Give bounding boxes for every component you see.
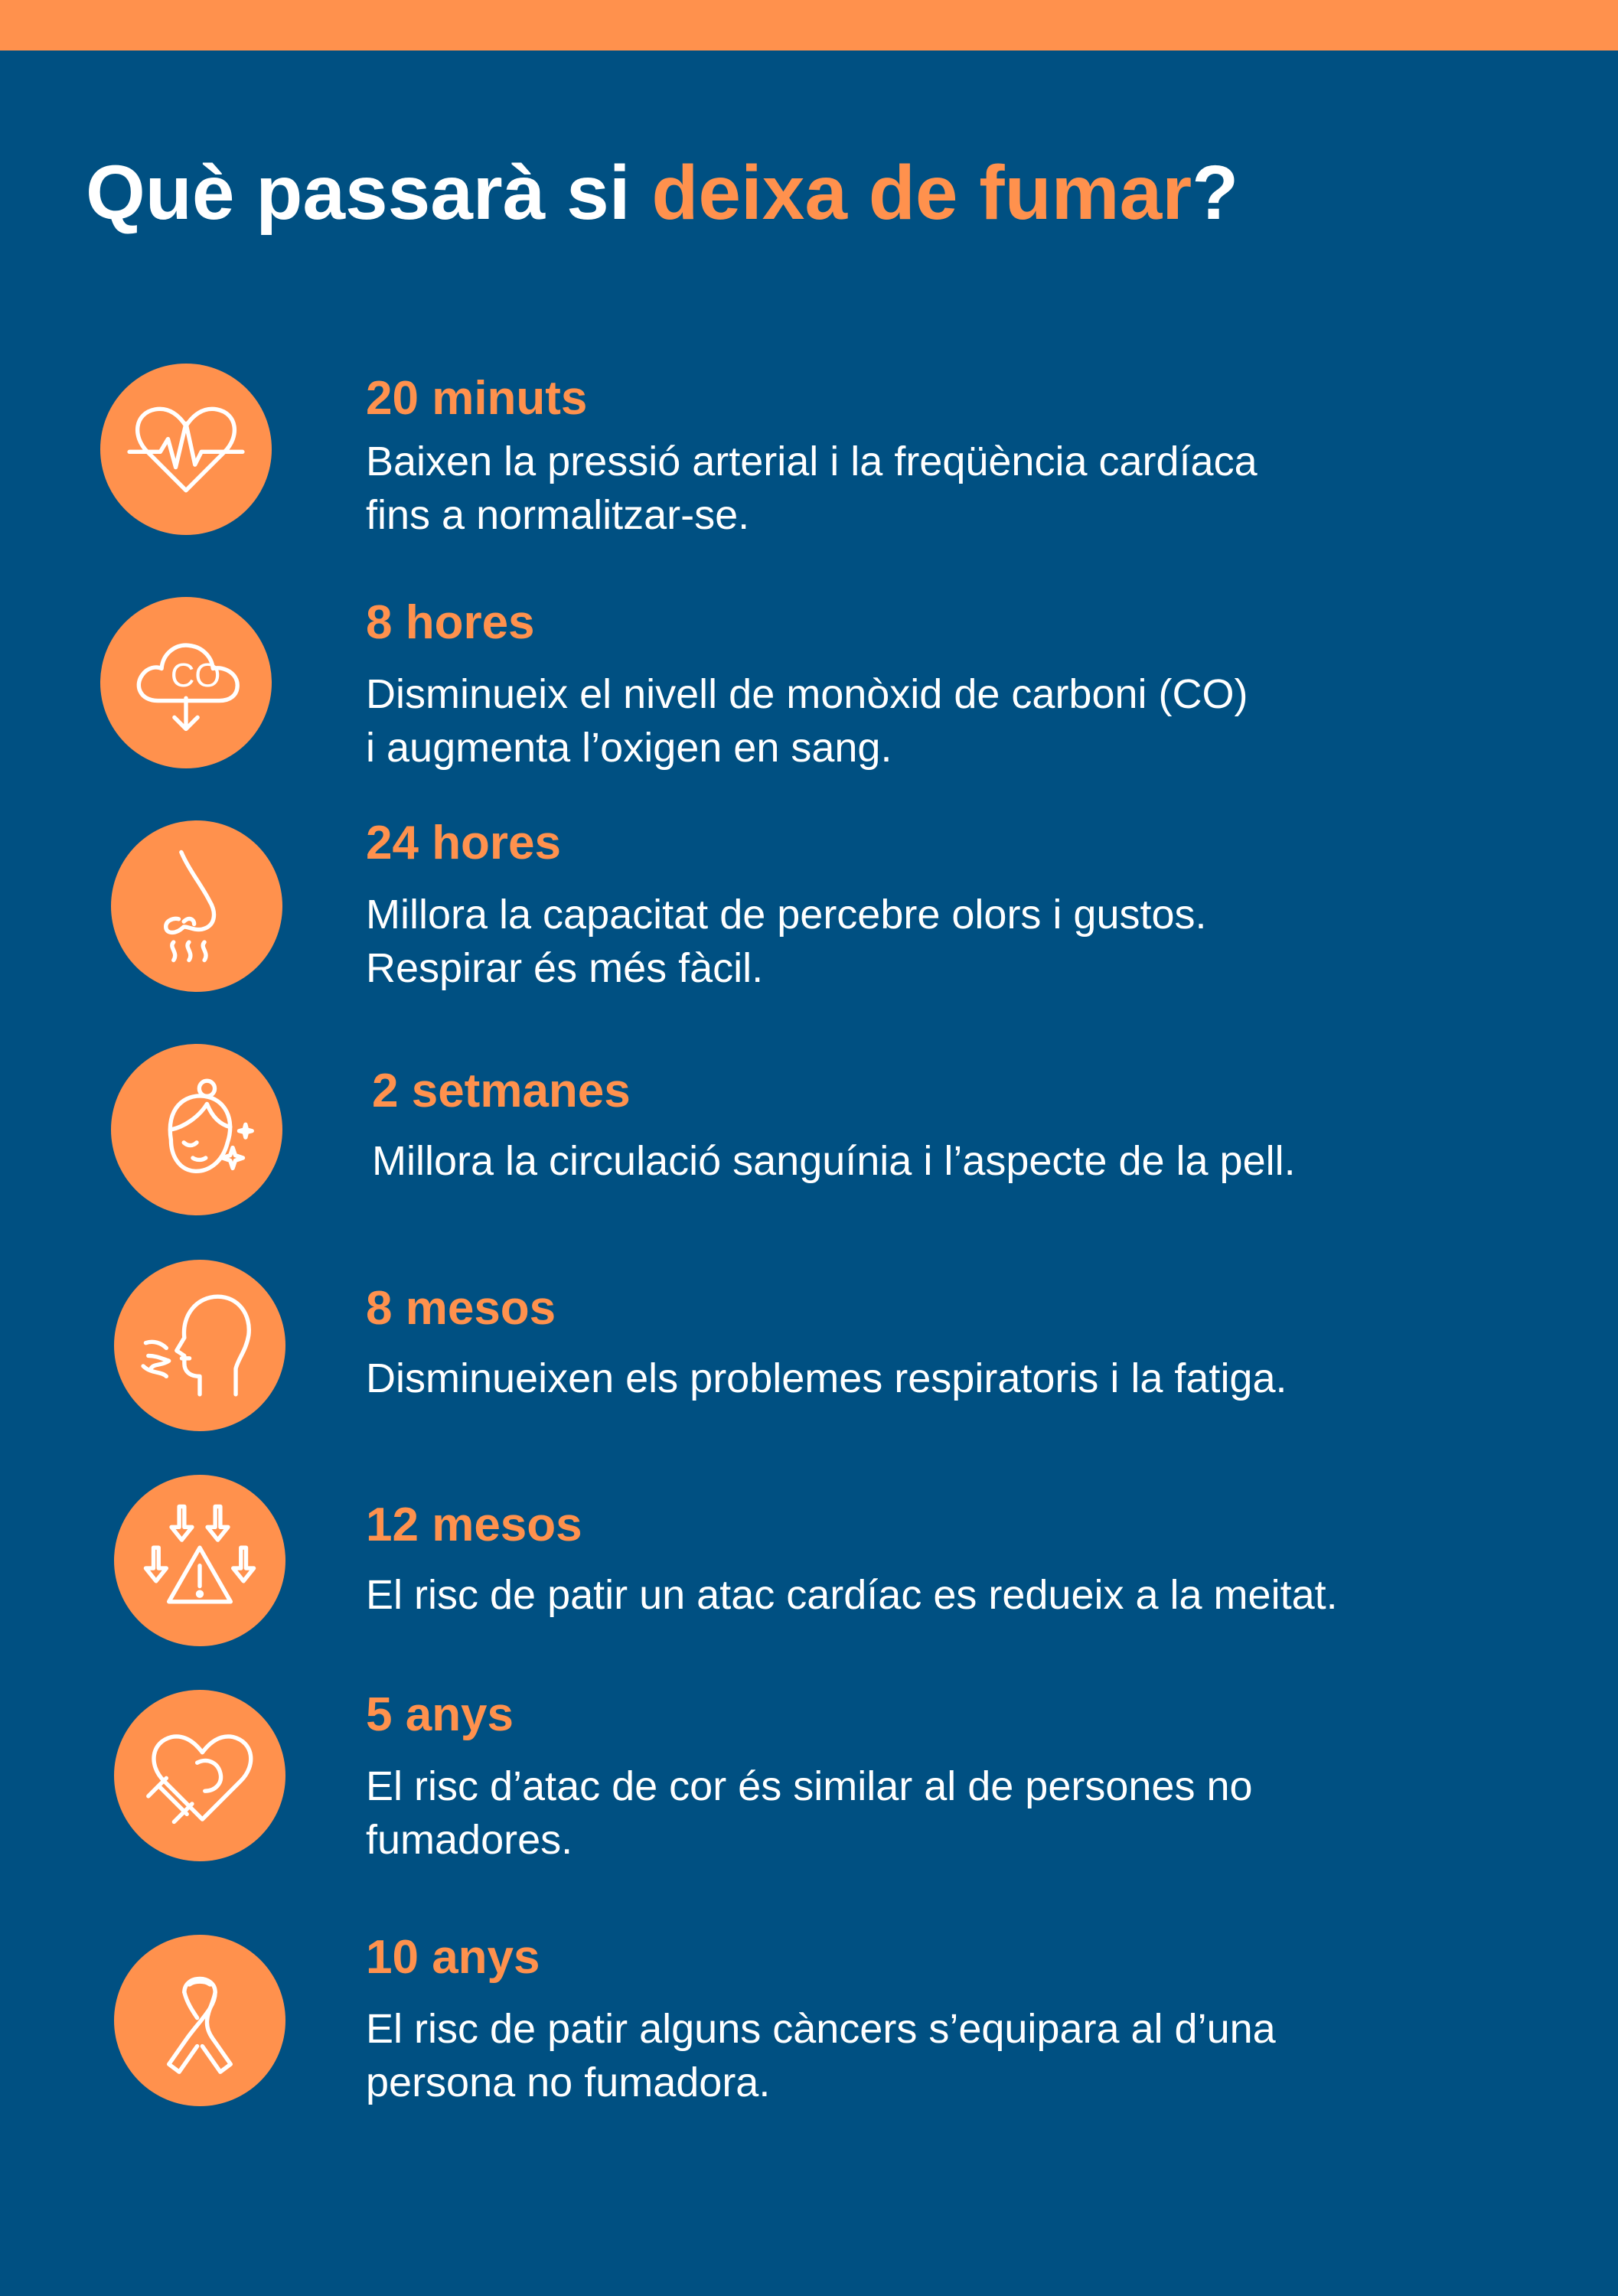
desc-line: i augmenta l’oxigen en sang.: [366, 725, 892, 771]
timeline-item-12-months: [0, 1473, 1618, 1672]
item-time: 8 mesos: [366, 1282, 556, 1335]
item-time: 24 hores: [366, 817, 562, 869]
cancer-ribbon-icon: [114, 1935, 285, 2106]
item-description: [366, 888, 1618, 995]
title-accent-text: deixa de fumar: [651, 150, 1192, 236]
item-description: [366, 1352, 1618, 1405]
item-description: [366, 667, 1618, 775]
desc-line: fumadores.: [366, 1817, 573, 1863]
timeline-item-8-months: [0, 1258, 1618, 1457]
timeline-item-24-hours: [0, 817, 1618, 1016]
timeline-item-5-years: [0, 1689, 1618, 1888]
desc-line: Millora la capacitat de percebre olors i gustos.: [366, 892, 1207, 938]
item-description: [366, 1760, 1618, 1867]
item-time: 12 mesos: [366, 1499, 582, 1551]
head-breathing-icon: [114, 1260, 285, 1431]
top-accent-bar: [0, 0, 1618, 51]
desc-line: Baixen la pressió arterial i la freqüència cardíaca: [366, 439, 1258, 484]
desc-line: El risc de patir un atac cardíac es redueix a la meitat.: [366, 1572, 1338, 1618]
desc-line: El risc d’atac de cor és similar al de persones no: [366, 1763, 1253, 1809]
risk-warning-icon: [114, 1475, 285, 1646]
heart-dumbbell-icon: [114, 1690, 285, 1861]
desc-line: El risc de patir alguns càncers s’equipara al d’una: [366, 2006, 1276, 2052]
item-description: [366, 435, 1618, 542]
co-cloud-icon: [100, 597, 272, 768]
timeline-item-2-weeks: [0, 1041, 1618, 1240]
co-label: CO: [170, 657, 221, 695]
nose-smell-icon: [111, 820, 282, 992]
desc-line: persona no fumadora.: [366, 2060, 771, 2105]
timeline-item-10-years: [0, 1932, 1618, 2131]
desc-line: Millora la circulació sanguínia i l’aspecte de la pell.: [372, 1138, 1296, 1184]
face-skin-icon: [111, 1044, 282, 1215]
desc-line: Respirar és més fàcil.: [366, 945, 764, 991]
timeline-item-8-hours: [0, 594, 1618, 793]
item-description: [372, 1134, 1618, 1188]
page-title: [86, 147, 1238, 239]
desc-line: fins a normalitzar-se.: [366, 492, 750, 538]
item-time: 10 anys: [366, 1931, 540, 1984]
title-question-mark: ?: [1192, 150, 1239, 236]
title-text: Què passarà si: [86, 150, 652, 236]
item-time: 8 hores: [366, 596, 535, 649]
item-time: 20 minuts: [366, 372, 588, 425]
desc-line: Disminueixen els problemes respiratoris i la fatiga.: [366, 1355, 1287, 1401]
item-description: [366, 2002, 1618, 2109]
item-time: 2 setmanes: [372, 1065, 631, 1117]
desc-line: Disminueix el nivell de monòxid de carboni (CO): [366, 671, 1248, 717]
item-time: 5 anys: [366, 1688, 514, 1741]
heartbeat-icon: [100, 364, 272, 535]
item-description: [366, 1568, 1618, 1622]
timeline-item-20-minutes: [0, 360, 1618, 559]
